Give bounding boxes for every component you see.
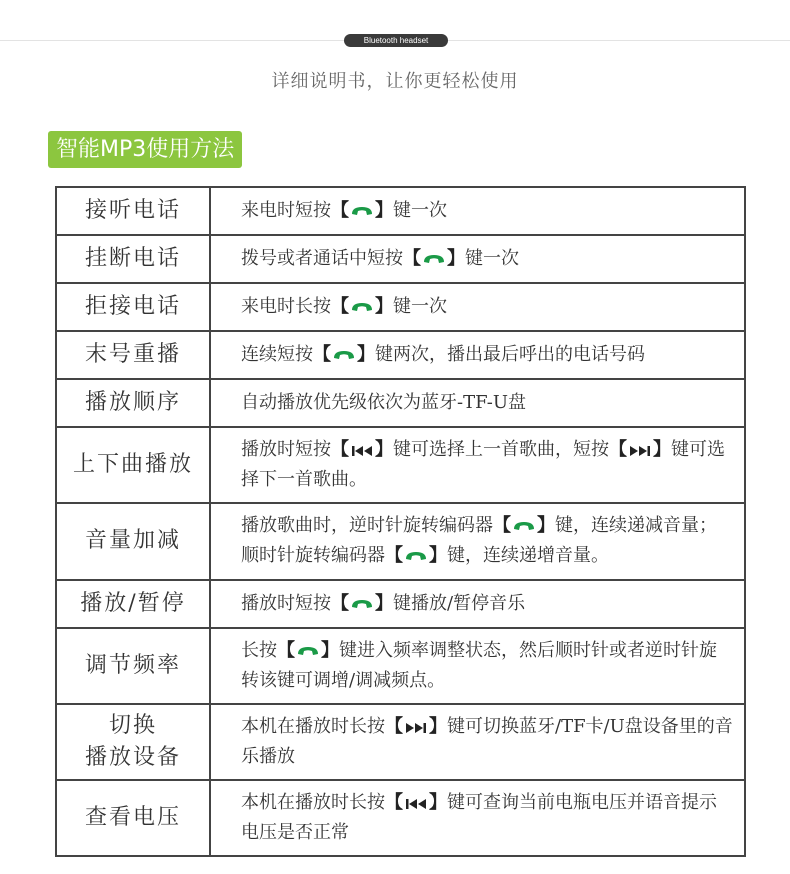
feature-cell bbox=[56, 427, 210, 503]
description-cell bbox=[210, 427, 745, 503]
key-bracket: 【 bbox=[331, 200, 349, 222]
key-bracket: 【 bbox=[609, 439, 627, 461]
description-text: 来电时短按 bbox=[241, 200, 331, 222]
description-cell bbox=[210, 503, 745, 579]
next-track-icon bbox=[628, 444, 652, 458]
feature-cell bbox=[56, 580, 210, 628]
description-text: 播放时短按 bbox=[241, 592, 331, 614]
key-bracket: 】 bbox=[447, 248, 465, 270]
feature-label: 调节频率 bbox=[84, 652, 181, 678]
key-bracket: 】 bbox=[537, 515, 555, 537]
description-text: 播放歌曲时，逆时针旋转编码器 bbox=[241, 515, 493, 537]
feature-cell bbox=[56, 235, 210, 283]
phone-handset-icon bbox=[350, 299, 374, 315]
description-text: 键可选择下一首歌曲。 bbox=[241, 439, 725, 491]
feature-cell bbox=[56, 283, 210, 331]
description-text: 本机在播放时长按 bbox=[241, 715, 385, 737]
description-text: 键播放/暂停音乐 bbox=[393, 592, 526, 614]
description-text: 本机在播放时长按 bbox=[241, 791, 385, 813]
table-row bbox=[56, 187, 745, 235]
feature-cell bbox=[56, 780, 210, 856]
table-row bbox=[56, 628, 745, 704]
phone-handset-icon bbox=[350, 203, 374, 219]
feature-label-line: 播放设备 bbox=[84, 744, 181, 770]
feature-label: 挂断电话 bbox=[84, 246, 181, 272]
table-row bbox=[56, 379, 745, 427]
key-bracket: 【 bbox=[277, 639, 295, 661]
description-cell bbox=[210, 331, 745, 379]
description-text: 连续短按 bbox=[241, 344, 313, 366]
description-cell bbox=[210, 379, 745, 427]
key-bracket: 】 bbox=[429, 791, 447, 813]
description-text: 播放时短按 bbox=[241, 439, 331, 461]
description-text: 长按 bbox=[241, 639, 277, 661]
feature-cell bbox=[56, 331, 210, 379]
description-cell bbox=[210, 235, 745, 283]
table-row bbox=[56, 780, 745, 856]
key-bracket: 【 bbox=[313, 344, 331, 366]
key-bracket: 】 bbox=[357, 344, 375, 366]
previous-track-icon bbox=[350, 444, 374, 458]
section-title: 智能MP3使用方法 bbox=[48, 131, 242, 168]
instructions-table bbox=[55, 186, 746, 857]
page-subtitle: 详细说明书，让你更轻松使用 bbox=[271, 71, 519, 92]
description-text: 键一次 bbox=[393, 296, 447, 318]
description-cell bbox=[210, 780, 745, 856]
description-text: 拨号或者通话中短按 bbox=[241, 248, 403, 270]
feature-cell bbox=[56, 379, 210, 427]
description-cell bbox=[210, 187, 745, 235]
key-bracket: 】 bbox=[375, 439, 393, 461]
description-text: 键，连续递减音量；顺时针旋转编码器 bbox=[241, 515, 717, 567]
header-badge: Bluetooth headset bbox=[344, 34, 448, 47]
description-text: 键可查询当前电瓶电压并语音提示电压是否正常 bbox=[241, 791, 717, 843]
feature-cell bbox=[56, 704, 210, 780]
table-row bbox=[56, 235, 745, 283]
description-text: 来电时长按 bbox=[241, 296, 331, 318]
feature-label: 音量加减 bbox=[84, 528, 181, 554]
key-bracket: 】 bbox=[429, 545, 447, 567]
feature-label: 播放/暂停 bbox=[80, 590, 186, 616]
table-row bbox=[56, 704, 745, 780]
phone-handset-icon bbox=[332, 347, 356, 363]
description-cell bbox=[210, 628, 745, 704]
feature-label: 查看电压 bbox=[84, 804, 181, 830]
description-cell bbox=[210, 283, 745, 331]
key-bracket: 【 bbox=[331, 592, 349, 614]
key-bracket: 】 bbox=[375, 200, 393, 222]
key-bracket: 【 bbox=[403, 248, 421, 270]
key-bracket: 【 bbox=[385, 791, 403, 813]
phone-handset-icon bbox=[512, 518, 536, 534]
description-text: 键进入频率调整状态，然后顺时针或者逆时针旋转该键可调增/调减频点。 bbox=[241, 639, 717, 691]
key-bracket: 】 bbox=[375, 592, 393, 614]
description-text: 键可选择上一首歌曲，短按 bbox=[393, 439, 609, 461]
feature-cell bbox=[56, 187, 210, 235]
table-row bbox=[56, 283, 745, 331]
description-text: 键一次 bbox=[393, 200, 447, 222]
key-bracket: 】 bbox=[429, 715, 447, 737]
key-bracket: 】 bbox=[375, 296, 393, 318]
key-bracket: 】 bbox=[321, 639, 339, 661]
previous-track-icon bbox=[404, 797, 428, 811]
phone-handset-icon bbox=[296, 643, 320, 659]
feature-label: 上下曲播放 bbox=[72, 452, 193, 478]
feature-cell bbox=[56, 628, 210, 704]
key-bracket: 【 bbox=[331, 296, 349, 318]
feature-label: 接听电话 bbox=[84, 198, 181, 224]
table-row bbox=[56, 580, 745, 628]
feature-label: 拒接电话 bbox=[84, 294, 181, 320]
feature-label-line: 切换 bbox=[108, 712, 157, 738]
description-cell bbox=[210, 580, 745, 628]
table-row bbox=[56, 427, 745, 503]
phone-handset-icon bbox=[422, 251, 446, 267]
description-text: 键，连续递增音量。 bbox=[447, 545, 609, 567]
key-bracket: 【 bbox=[385, 545, 403, 567]
description-text: 键一次 bbox=[465, 248, 519, 270]
next-track-icon bbox=[404, 721, 428, 735]
phone-handset-icon bbox=[350, 596, 374, 612]
description-cell bbox=[210, 704, 745, 780]
key-bracket: 】 bbox=[653, 439, 671, 461]
table-row bbox=[56, 503, 745, 579]
key-bracket: 【 bbox=[331, 439, 349, 461]
table-row bbox=[56, 331, 745, 379]
phone-handset-icon bbox=[404, 548, 428, 564]
key-bracket: 【 bbox=[493, 515, 511, 537]
description-text: 键两次，播出最后呼出的电话号码 bbox=[375, 344, 645, 366]
description-text: 键可切换蓝牙/TF卡/U盘设备里的音乐播放 bbox=[241, 715, 733, 767]
key-bracket: 【 bbox=[385, 715, 403, 737]
feature-cell bbox=[56, 503, 210, 579]
feature-label: 播放顺序 bbox=[84, 390, 181, 416]
feature-label: 末号重播 bbox=[84, 342, 181, 368]
description-text: 自动播放优先级依次为蓝牙-TF-U盘 bbox=[241, 392, 527, 414]
